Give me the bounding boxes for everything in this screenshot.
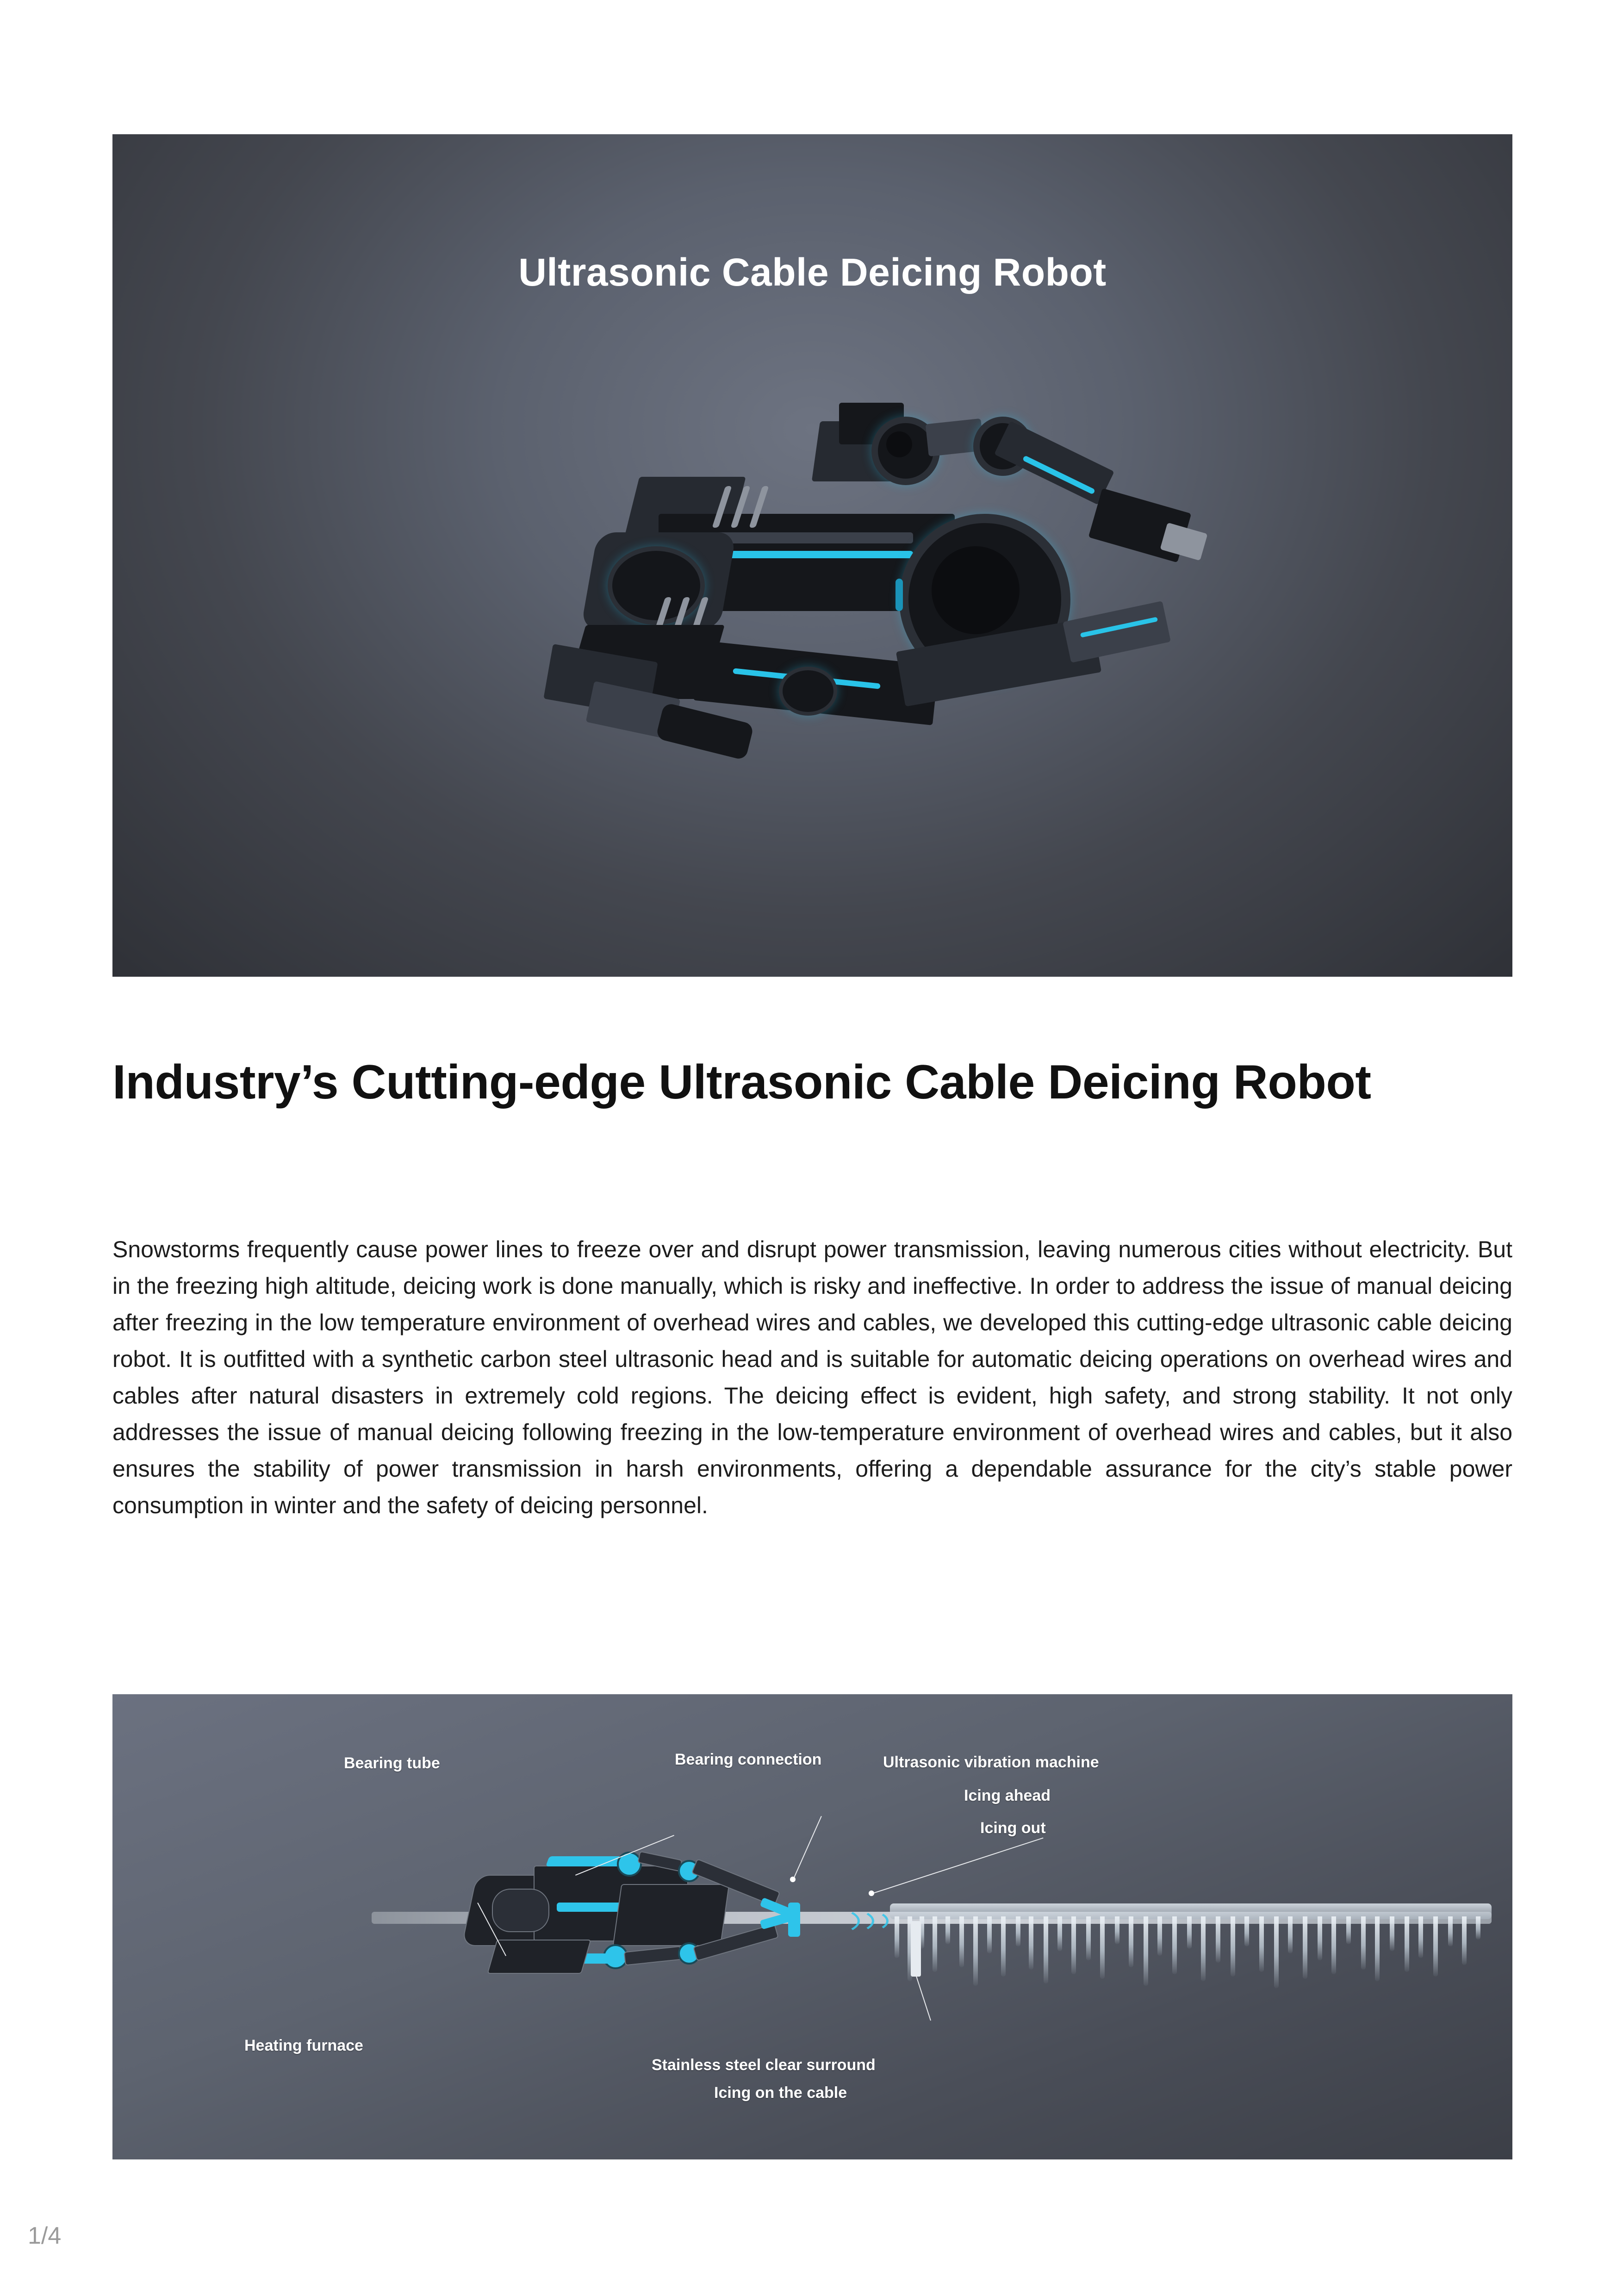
- robot-render: [520, 393, 1306, 926]
- label-icing-on-the-cable: Icing on the cable: [714, 2084, 847, 2102]
- robot-schematic: [464, 1847, 890, 2023]
- leader-dot-bearing-connection: [790, 1877, 796, 1882]
- stainless-surround-marker: [911, 1921, 921, 1977]
- label-heating-furnace: Heating furnace: [244, 2037, 363, 2054]
- hero-title: Ultrasonic Cable Deicing Robot: [518, 250, 1107, 294]
- leader-line-ultrasonic: [871, 1837, 1044, 1894]
- bearing-joint-upper: [617, 1852, 642, 1877]
- label-icing-ahead: Icing ahead: [964, 1787, 1051, 1804]
- diagram-image: [112, 1694, 1512, 2159]
- hero-image: [112, 134, 1512, 977]
- body-paragraph: Snowstorms frequently cause power lines to freeze over and disrupt power transmission, leaving numerous cities without electricity. But in the freezing high altitude, deicing work is done manually, which is risky and ineffective. In order to address the issue of manual deicing after freezing in the low temperature environment of overhead wires and cables, we developed this cutting-edge ultrasonic cable deicing robot. It is outfitted with a synthetic carbon steel ultrasonic head and is suitable for automatic deicing operations on overhead wires and cables after natural disasters in extremely cold regions. The deicing effect is evident, high safety, and strong stability. It not only addresses the issue of manual deicing following freezing in the low-temperature environment of overhead wires and cables, but it also ensures the stability of power transmission in harsh environments, offering a dependable assurance for the city’s stable power consumption in winter and the safety of deicing personnel.: [112, 1236, 1512, 1518]
- label-icing-out: Icing out: [980, 1819, 1046, 1837]
- page-number: 1/4: [28, 2222, 62, 2249]
- label-bearing-tube: Bearing tube: [344, 1754, 440, 1772]
- icicles-group: [890, 1916, 1492, 2009]
- leader-dot-ultrasonic: [869, 1890, 874, 1896]
- label-ultrasonic-vibration-machine: Ultrasonic vibration machine: [883, 1753, 1099, 1771]
- label-bearing-connection: Bearing connection: [675, 1751, 822, 1768]
- label-stainless-steel-clear-surround: Stainless steel clear surround: [652, 2056, 876, 2074]
- page-title: Industry’s Cutting-edge Ultrasonic Cable Deicing Robot: [112, 1055, 1371, 1109]
